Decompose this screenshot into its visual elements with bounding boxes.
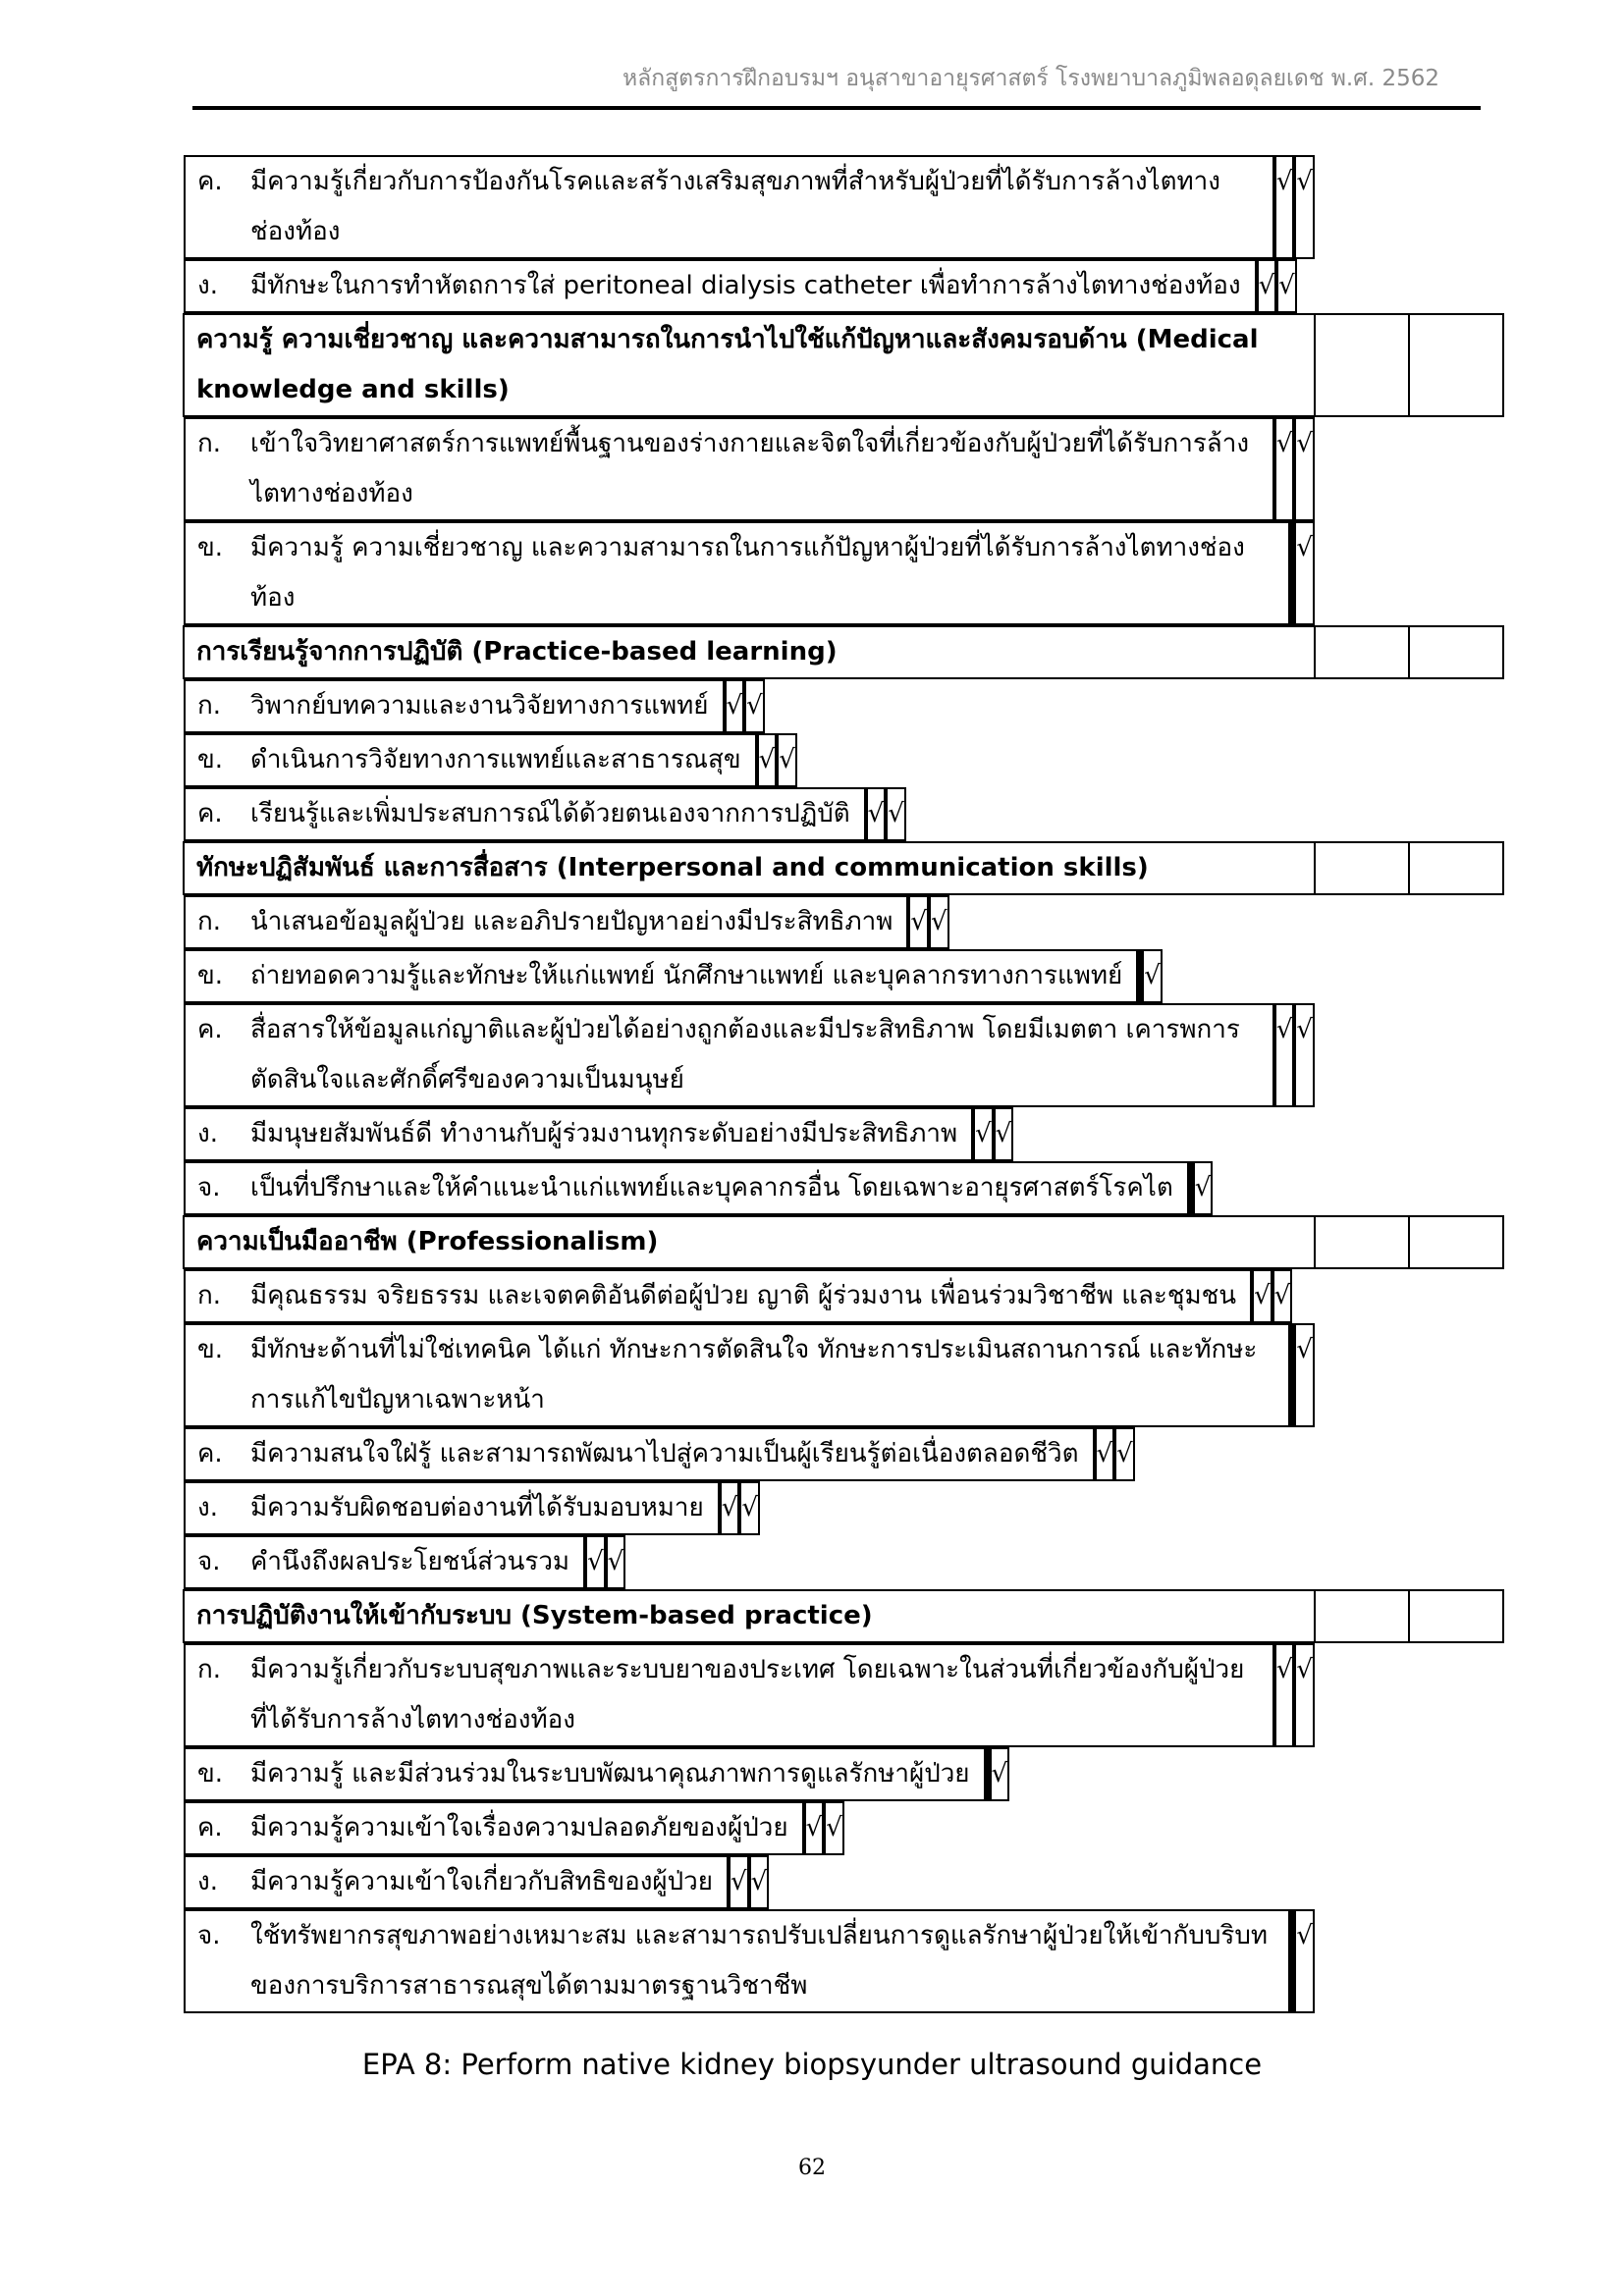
item-text: เป็นที่ปรึกษาและให้คำแนะนำแก่แพทย์และบุคลากรอื่น โดยเฉพาะอายุรศาสตร์โรคไต <box>250 1173 1173 1202</box>
check-mark-icon: √ <box>1254 1281 1271 1310</box>
description-cell <box>184 679 725 733</box>
check-cell-c2 <box>749 1855 770 1909</box>
check-mark-icon: √ <box>741 1493 758 1522</box>
item-content <box>197 419 1259 519</box>
item-row <box>184 1643 1315 1747</box>
section-row <box>184 1590 1503 1642</box>
item-row <box>184 1427 1315 1481</box>
check-mark-icon: √ <box>731 1867 747 1896</box>
check-cell-c2 <box>990 1747 1010 1801</box>
description-cell <box>184 1643 1274 1747</box>
item-row <box>184 895 1315 949</box>
description-cell <box>184 417 1274 521</box>
item-text: มีความรับผิดชอบต่องานที่ได้รับมอบหมาย <box>250 1493 704 1522</box>
item-text: มีทักษะด้านที่ไม่ใช่เทคนิค ได้แก่ ทักษะการตัดสินใจ ทักษะการประเมินสถานการณ์ และทักษะการแก้ไขปัญหาเฉพาะหน้า <box>250 1335 1258 1415</box>
item-row <box>184 417 1315 521</box>
description-cell <box>184 895 908 949</box>
item-letter: ก. <box>197 429 222 458</box>
item-content <box>197 261 1241 311</box>
check-cell-c2 <box>994 1107 1014 1161</box>
item-content <box>197 1109 957 1159</box>
competency-table-body <box>184 155 1503 2013</box>
check-mark-icon: √ <box>1275 1015 1293 1044</box>
check-mark-icon: √ <box>1278 271 1295 300</box>
item-row <box>184 1747 1315 1801</box>
item-text: มีทักษะในการทำหัตถการใส่ peritoneal dialysis catheter เพื่อทำการล้างไตทางช่องท้อง <box>250 271 1241 300</box>
check-mark-icon: √ <box>991 1759 1008 1789</box>
item-letter: ง. <box>197 1119 218 1148</box>
check-mark-icon: √ <box>1258 271 1275 300</box>
section-heading: ทักษะปฏิสัมพันธ์ และการสื่อสาร (Interpersonal and communication skills) <box>196 853 1149 882</box>
item-row <box>184 733 1315 787</box>
item-text: วิพากย์บทความและงานวิจัยทางการแพทย์ <box>250 691 709 721</box>
description-cell <box>184 949 1138 1003</box>
item-content <box>197 951 1122 1001</box>
item-letter: ค. <box>197 167 223 196</box>
check-cell-c2 <box>1294 521 1315 625</box>
check-mark-icon: √ <box>721 1493 738 1522</box>
description-cell <box>184 1269 1252 1323</box>
item-content <box>197 1483 704 1533</box>
section-heading: การปฏิบัติงานให้เข้ากับระบบ (System-based practice) <box>196 1601 873 1630</box>
check-cell-c2 <box>739 1481 760 1535</box>
item-letter: ค. <box>197 1015 223 1044</box>
check-cell-c2 <box>886 787 906 841</box>
item-letter: ก. <box>197 907 222 936</box>
item-text: มีความสนใจใฝ่รู้ และสามารถพัฒนาไปสู่ความเป็นผู้เรียนรู้ต่อเนื่องตลอดชีวิต <box>250 1439 1079 1468</box>
item-letter: ข. <box>197 1335 224 1364</box>
item-letter: ง. <box>197 271 218 300</box>
description-cell <box>184 1855 729 1909</box>
description-cell <box>184 1427 1095 1481</box>
item-content <box>197 735 741 785</box>
item-text: สื่อสารให้ข้อมูลแก่ญาติและผู้ป่วยได้อย่างถูกต้องและมีประสิทธิภาพ โดยมีเมตตา เคารพการตัดสินใจและศักดิ์ศรีของความเป็นมนุษย์ <box>250 1015 1240 1095</box>
description-cell <box>184 1481 720 1535</box>
check-cell-c1 <box>757 733 778 787</box>
check-mark-icon: √ <box>587 1547 604 1576</box>
check-mark-icon: √ <box>726 691 743 721</box>
item-row <box>184 787 1315 841</box>
check-mark-icon: √ <box>975 1119 992 1148</box>
check-cell-c1 <box>1315 626 1409 678</box>
description-cell <box>184 1323 1290 1427</box>
check-mark-icon: √ <box>867 799 885 828</box>
check-mark-icon: √ <box>1296 1335 1313 1364</box>
description-cell <box>184 1535 585 1589</box>
item-row <box>184 679 1315 733</box>
check-cell-c2 <box>1294 155 1315 259</box>
check-mark-icon: √ <box>805 1813 823 1842</box>
check-cell-c1 <box>720 1481 740 1535</box>
item-letter: ข. <box>197 533 224 562</box>
item-text: มีความรู้ความเข้าใจเรื่องความปลอดภัยของผู้ป่วย <box>250 1813 788 1842</box>
check-cell-c2 <box>1114 1427 1135 1481</box>
check-cell-c1 <box>1274 1003 1295 1107</box>
check-mark-icon: √ <box>826 1813 842 1842</box>
item-letter: ก. <box>197 1281 222 1310</box>
description-cell <box>184 1801 804 1855</box>
check-cell-c2 <box>929 895 949 949</box>
item-letter: ง. <box>197 1493 218 1522</box>
header-rule <box>192 106 1481 110</box>
item-text: มีมนุษยสัมพันธ์ดี ทำงานกับผู้ร่วมงานทุกระดับอย่างมีประสิทธิภาพ <box>250 1119 958 1148</box>
check-mark-icon: √ <box>1296 1921 1313 1950</box>
item-row <box>184 1269 1315 1323</box>
check-cell-c2 <box>1294 1909 1315 2013</box>
check-mark-icon: √ <box>1194 1173 1212 1202</box>
check-cell-c1 <box>1095 1427 1115 1481</box>
check-mark-icon: √ <box>746 691 763 721</box>
item-row <box>184 1161 1315 1215</box>
page-number: 62 <box>798 2156 826 2180</box>
item-content <box>197 1325 1274 1425</box>
item-text: มีความรู้ และมีส่วนร่วมในระบบพัฒนาคุณภาพการดูแลรักษาผู้ป่วย <box>250 1759 970 1789</box>
item-letter: ค. <box>197 799 223 828</box>
item-text: เข้าใจวิทยาศาสตร์การแพทย์พื้นฐานของร่างกายและจิตใจที่เกี่ยวข้องกับผู้ป่วยที่ได้รับการล้างไตทางช่องท้อง <box>250 429 1250 508</box>
check-mark-icon: √ <box>1296 1655 1313 1684</box>
item-content <box>197 523 1274 623</box>
item-content <box>197 789 850 839</box>
check-cell-c1 <box>908 895 929 949</box>
item-letter: ค. <box>197 1813 223 1842</box>
check-cell-c2 <box>1294 417 1315 521</box>
check-cell-c2 <box>1272 1269 1293 1323</box>
description-cell <box>184 259 1257 313</box>
item-row <box>184 1909 1315 2013</box>
section-row <box>184 842 1503 894</box>
check-mark-icon: √ <box>1296 429 1313 458</box>
check-cell-c1 <box>725 679 745 733</box>
item-content <box>197 1803 788 1853</box>
check-cell-c2 <box>1409 626 1503 678</box>
check-cell-c1 <box>729 1855 749 1909</box>
check-cell-c1 <box>1274 155 1295 259</box>
item-row <box>184 1003 1315 1107</box>
item-letter: จ. <box>197 1173 221 1202</box>
item-text: ใช้ทรัพยากรสุขภาพอย่างเหมาะสม และสามารถปรับเปลี่ยนการดูแลรักษาผู้ป่วยให้เข้ากับบริบทของการบริการสาธารณสุขได้ตามมาตรฐานวิชาชีพ <box>250 1921 1269 2001</box>
check-cell-c1 <box>1315 1590 1409 1642</box>
item-content <box>197 1857 713 1907</box>
item-letter: ข. <box>197 961 224 990</box>
description-cell <box>184 1161 1189 1215</box>
description-cell <box>184 521 1290 625</box>
competency-table <box>183 155 1504 2013</box>
check-cell-c2 <box>1193 1161 1214 1215</box>
item-content <box>197 1537 569 1587</box>
check-mark-icon: √ <box>1096 1439 1113 1468</box>
description-cell <box>184 1003 1274 1107</box>
item-row <box>184 1481 1315 1535</box>
check-cell-c1 <box>1315 842 1409 894</box>
check-cell-c2 <box>606 1535 626 1589</box>
description-cell <box>184 733 757 787</box>
section-heading: ความเป็นมืออาชีพ (Professionalism) <box>196 1227 659 1256</box>
check-cell-c1 <box>1274 1643 1295 1747</box>
epa-title: EPA 8: Perform native kidney biopsyunder ultrasound guidance <box>361 2048 1263 2081</box>
description-cell <box>184 842 1315 894</box>
item-row <box>184 1535 1315 1589</box>
check-cell-c2 <box>1294 1643 1315 1747</box>
description-cell <box>184 626 1315 678</box>
check-cell-c1 <box>866 787 887 841</box>
item-row <box>184 1323 1315 1427</box>
check-cell-c2 <box>1142 949 1163 1003</box>
item-letter: ข. <box>197 745 224 774</box>
item-content <box>197 1911 1274 2011</box>
check-cell-c2 <box>1276 259 1297 313</box>
item-letter: ง. <box>197 1867 218 1896</box>
item-content <box>197 1005 1259 1105</box>
section-row <box>184 314 1503 416</box>
check-mark-icon: √ <box>888 799 904 828</box>
running-header: หลักสูตรการฝึกอบรมฯ อนุสาขาอายุรศาสตร์ โรงพยาบาลภูมิพลอดุลยเดช พ.ศ. 2562 <box>622 66 1439 91</box>
check-cell-c2 <box>1294 1003 1315 1107</box>
check-mark-icon: √ <box>1296 533 1313 562</box>
item-letter: ก. <box>197 1655 222 1684</box>
check-cell-c1 <box>1315 1216 1409 1268</box>
check-mark-icon: √ <box>1275 429 1293 458</box>
item-text: นำเสนอข้อมูลผู้ป่วย และอภิปรายปัญหาอย่างมีประสิทธิภาพ <box>250 907 893 936</box>
check-mark-icon: √ <box>1296 1015 1313 1044</box>
description-cell <box>184 1909 1290 2013</box>
item-letter: จ. <box>197 1921 221 1950</box>
check-cell-c2 <box>1409 314 1503 416</box>
item-content <box>197 1271 1236 1321</box>
section-row <box>184 626 1503 678</box>
check-cell-c2 <box>1409 842 1503 894</box>
check-cell-c1 <box>1252 1269 1272 1323</box>
check-mark-icon: √ <box>910 907 927 936</box>
description-cell <box>184 1747 986 1801</box>
item-content <box>197 1163 1173 1213</box>
description-cell <box>184 314 1315 416</box>
item-row <box>184 259 1315 313</box>
item-letter: ค. <box>197 1439 223 1468</box>
check-cell-c2 <box>1294 1323 1315 1427</box>
check-cell-c1 <box>585 1535 606 1589</box>
section-heading: ความรู้ ความเชี่ยวชาญ และความสามารถในการนำไปใช้แก้ปัญหาและสังคมรอบด้าน (Medical knowledge and skills) <box>196 325 1259 404</box>
check-mark-icon: √ <box>1275 1655 1293 1684</box>
check-mark-icon: √ <box>750 1867 768 1896</box>
check-mark-icon: √ <box>1116 1439 1133 1468</box>
item-text: มีความรู้เกี่ยวกับระบบสุขภาพและระบบยาของประเทศ โดยเฉพาะในส่วนที่เกี่ยวข้องกับผู้ป่วยที่ได้รับการล้างไตทางช่องท้อง <box>250 1655 1245 1735</box>
check-cell-c1 <box>1315 314 1409 416</box>
check-cell-c1 <box>804 1801 825 1855</box>
check-cell-c1 <box>973 1107 994 1161</box>
description-cell <box>184 1216 1315 1268</box>
item-row <box>184 1855 1315 1909</box>
section-heading: การเรียนรู้จากการปฏิบัติ (Practice-based learning) <box>196 637 838 667</box>
item-text: ดำเนินการวิจัยทางการแพทย์และสาธารณสุข <box>250 745 741 774</box>
check-mark-icon: √ <box>1144 961 1161 990</box>
check-cell-c2 <box>1409 1590 1503 1642</box>
item-content <box>197 1645 1259 1745</box>
check-cell-c1 <box>1274 417 1295 521</box>
item-content <box>197 157 1259 257</box>
section-row <box>184 1216 1503 1268</box>
check-mark-icon: √ <box>995 1119 1012 1148</box>
item-row <box>184 1107 1315 1161</box>
check-mark-icon: √ <box>779 745 795 774</box>
item-content <box>197 1749 970 1799</box>
item-text: มีคุณธรรม จริยธรรม และเจตคติอันดีต่อผู้ป่วย ญาติ ผู้ร่วมงาน เพื่อนร่วมวิชาชีพ และชุมชน <box>250 1281 1237 1310</box>
check-cell-c2 <box>777 733 797 787</box>
check-mark-icon: √ <box>1275 167 1293 196</box>
item-letter: ข. <box>197 1759 224 1789</box>
description-cell <box>184 1107 973 1161</box>
check-mark-icon: √ <box>1273 1281 1291 1310</box>
description-cell <box>184 1590 1315 1642</box>
item-text: ถ่ายทอดความรู้และทักษะให้แก่แพทย์ นักศึกษาแพทย์ และบุคลากรทางการแพทย์ <box>250 961 1123 990</box>
item-letter: ก. <box>197 691 222 721</box>
item-text: มีความรู้เกี่ยวกับการป้องกันโรคและสร้างเสริมสุขภาพที่สำหรับผู้ป่วยที่ได้รับการล้างไตทางช่องท้อง <box>250 167 1220 246</box>
item-text: เรียนรู้และเพิ่มประสบการณ์ได้ด้วยตนเองจากการปฏิบัติ <box>250 799 850 828</box>
item-content <box>197 1429 1079 1479</box>
check-cell-c2 <box>1409 1216 1503 1268</box>
description-cell <box>184 155 1274 259</box>
item-text: มีความรู้ ความเชี่ยวชาญ และความสามารถในการแก้ปัญหาผู้ป่วยที่ได้รับการล้างไตทางช่องท้อง <box>250 533 1245 613</box>
item-content <box>197 897 893 947</box>
item-content <box>197 681 709 731</box>
check-mark-icon: √ <box>607 1547 624 1576</box>
check-mark-icon: √ <box>1296 167 1313 196</box>
description-cell <box>184 787 866 841</box>
check-cell-c1 <box>1257 259 1277 313</box>
item-letter: จ. <box>197 1547 221 1576</box>
item-text: มีความรู้ความเข้าใจเกี่ยวกับสิทธิของผู้ป่วย <box>250 1867 713 1896</box>
item-row <box>184 949 1315 1003</box>
item-text: คำนึงถึงผลประโยชน์ส่วนรวม <box>250 1547 570 1576</box>
item-row <box>184 1801 1315 1855</box>
check-cell-c2 <box>744 679 765 733</box>
item-row <box>184 155 1315 259</box>
check-mark-icon: √ <box>930 907 947 936</box>
item-row <box>184 521 1315 625</box>
check-mark-icon: √ <box>758 745 776 774</box>
check-cell-c2 <box>824 1801 844 1855</box>
